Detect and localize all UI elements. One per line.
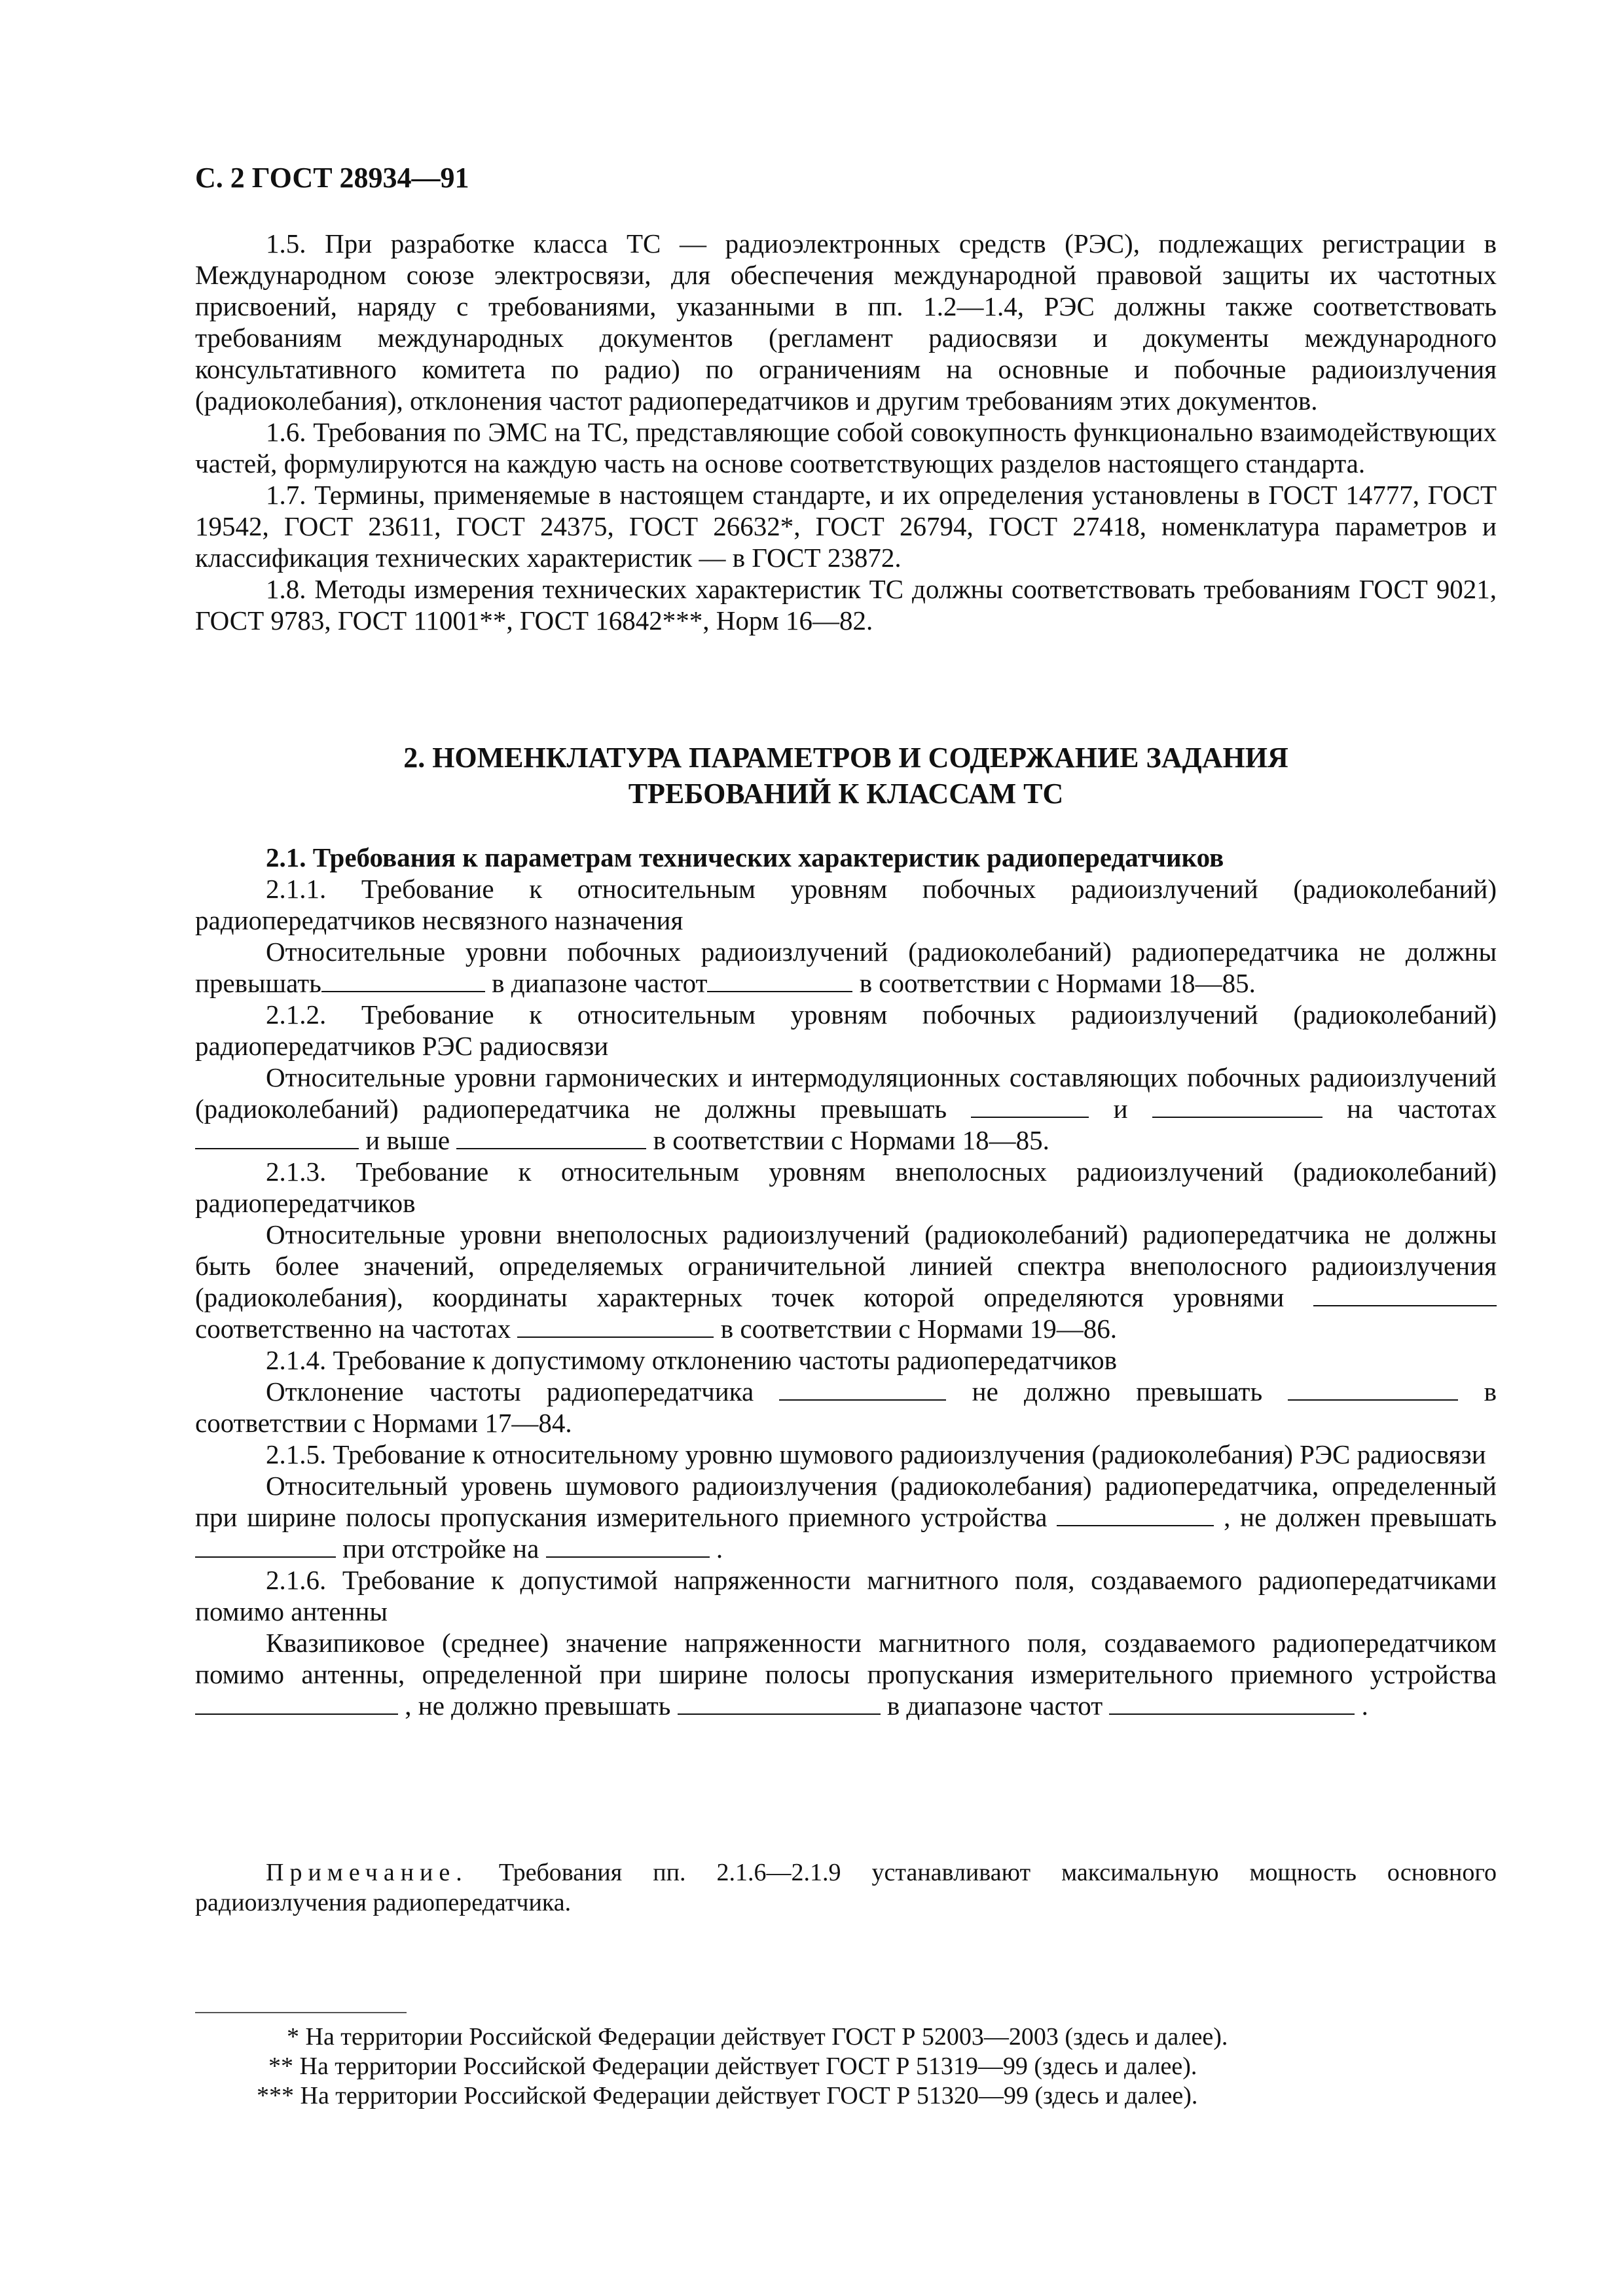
text-2-1-5-e: . xyxy=(716,1534,723,1564)
paragraph-1-7: 1.7. Термины, применяемые в настоящем стандарте, и их определения установлены в ГОСТ 14777, ГОСТ 19542, ГОСТ 23611, ГОСТ 24375, ГОСТ 26632*, ГОСТ 26794, ГОСТ 27418, номенклатура параметров и классификация технических характеристик — в ГОСТ 23872. xyxy=(195,480,1497,573)
text-2-1-5-b: , xyxy=(1224,1502,1231,1532)
fill-in-blank xyxy=(678,1691,881,1715)
paragraph-1-8: 1.8. Методы измерения технических характеристик ТС должны соответствовать требованиям ГОСТ 9021, ГОСТ 9783, ГОСТ 11001**, ГОСТ 16842***, Норм 16—82. xyxy=(195,574,1497,636)
heading-2-1-1: 2.1.1. Требование к относительным уровням побочных радиоизлучений (радиоколебаний) радиопередатчиков несвязного назначения xyxy=(195,874,1497,935)
paragraph-2-1-6 xyxy=(195,1627,1497,1721)
text-2-1-5-d: при отстройке на xyxy=(342,1534,539,1564)
heading-2-1-2: 2.1.2. Требование к относительным уровням побочных радиоизлучений (радиоколебаний) радиопередатчиков РЭС радиосвязи xyxy=(195,999,1497,1061)
text-2-1-2-c: на частотах xyxy=(1347,1094,1497,1124)
heading-2-1-3: 2.1.3. Требование к относительным уровням внеполосных радиоизлучений (радиоколебаний) радиопередатчиков xyxy=(195,1157,1497,1218)
paragraph-2-1-4 xyxy=(195,1376,1497,1439)
text-2-1-3-a: Относительные уровни внеполосных радиоизлучений (радиоколебаний) радиопередатчика не должны быть более значений, определяемых ограничительной линией спектра внеполосного радиоизлучения (радиоколебания), координаты характерных точек которой определяются уровнями xyxy=(195,1219,1497,1312)
fill-in-blank xyxy=(195,1691,398,1715)
text-2-1-2-b: и xyxy=(1113,1094,1128,1124)
fill-in-blank xyxy=(517,1314,714,1338)
fill-in-blank xyxy=(1152,1094,1322,1118)
fill-in-blank xyxy=(1057,1503,1214,1526)
footnote-1: * На территории Российской Федерации действует ГОСТ Р 52003—2003 (здесь и далее). xyxy=(287,2023,1228,2051)
section-1-paragraphs xyxy=(195,228,1497,636)
paragraph-2-1-5 xyxy=(195,1470,1497,1564)
fill-in-blank xyxy=(1288,1377,1458,1401)
section-2-title-line-1: 2. НОМЕНКЛАТУРА ПАРАМЕТРОВ И СОДЕРЖАНИЕ ЗАДАНИЯ xyxy=(403,742,1288,774)
text-2-1-6-a: Квазипиковое (среднее) значение напряженности магнитного поля, создаваемого радиопередатчиком помимо антенны, определенной при ширине полосы пропускания измерительного приемного устройства xyxy=(195,1628,1497,1689)
section-2-title xyxy=(195,740,1497,812)
text-2-1-2-e: в соответствии с Нормами 18—85. xyxy=(653,1125,1049,1155)
heading-2-1: 2.1. Требования к параметрам технических характеристик радиопередатчиков xyxy=(266,842,1224,872)
text-2-1-1-c: в соответствии с Нормами 18—85. xyxy=(859,968,1256,998)
text-2-1-1-b: в диапазоне частот xyxy=(492,968,708,998)
fill-in-blank xyxy=(456,1126,646,1149)
note-label: Примечание. xyxy=(266,1859,468,1886)
text-2-1-5-a: Относительный уровень шумового радиоизлучения (радиоколебания) радиопередатчика, определенный при ширине полосы пропускания измерительного приемного устройства xyxy=(195,1471,1497,1532)
footnote-3: *** На территории Российской Федерации действует ГОСТ Р 51320—99 (здесь и далее). xyxy=(257,2082,1198,2109)
fill-in-blank xyxy=(707,969,852,992)
text-2-1-3-b: соответственно на частотах xyxy=(195,1314,511,1344)
text-2-1-2-a: Относительные уровни гармонических и интермодуляционных составляющих побочных радиоизлучений (радиоколебаний) радиопередатчика не должны превышать xyxy=(195,1062,1497,1124)
heading-2-1-5: 2.1.5. Требование к относительному уровню шумового радиоизлучения (радиоколебания) РЭС радиосвязи xyxy=(266,1439,1486,1469)
section-2-body xyxy=(195,842,1497,1721)
paragraph-1-6: 1.6. Требования по ЭМС на ТС, представляющие собой совокупность функционально взаимодействующих частей, формулируются на каждую часть на основе соответствующих разделов настоящего стандарта. xyxy=(195,417,1497,478)
fill-in-blank xyxy=(195,1534,336,1558)
text-2-1-3-c: в соответствии с Нормами 19—86. xyxy=(720,1314,1117,1344)
text-2-1-1-a: Относительные уровни побочных радиоизлучений (радиоколебаний) радиопередатчика не должны превышать xyxy=(195,937,1497,998)
footnotes xyxy=(195,2022,1497,2111)
paragraph-2-1-2 xyxy=(195,1062,1497,1156)
text-2-1-6-c: в диапазоне частот xyxy=(886,1691,1103,1721)
fill-in-blank xyxy=(971,1094,1089,1118)
text-2-1-4-b: не должно превышать xyxy=(972,1376,1263,1407)
fill-in-blank xyxy=(779,1377,946,1401)
paragraph-2-1-1 xyxy=(195,936,1497,999)
note-text: Требования пп. 2.1.6—2.1.9 устанавливают максимальную мощность основного радиоизлучения радиопередатчика. xyxy=(195,1859,1497,1916)
section-2-title-line-2: ТРЕБОВАНИЙ К КЛАССАМ ТС xyxy=(628,778,1064,810)
paragraph-1-5: 1.5. При разработке класса ТС — радиоэлектронных средств (РЭС), подлежащих регистрации в Международном союзе электросвязи, для обеспечения международной правовой защиты их частотных присвоений, наряду с требованиями, указанными в пп. 1.2—1.4, РЭС должны также соответствовать требованиям международных документов (регламент радиосвязи и документы международного консультативного комитета по радио) по ограничениям на основные и побочные радиоизлучения (радиоколебания), отклонения частот радиопередатчиков и другим требованиям этих документов. xyxy=(195,228,1497,416)
text-2-1-2-d: и выше xyxy=(365,1125,450,1155)
page-header: С. 2 ГОСТ 28934—91 xyxy=(195,162,469,194)
fill-in-blank xyxy=(321,969,485,992)
footnote-2: ** На территории Российской Федерации действует ГОСТ Р 51319—99 (здесь и далее). xyxy=(268,2053,1197,2080)
text-2-1-4-c: в соответствии с Нормами 17—84. xyxy=(195,1376,1497,1438)
heading-2-1-4: 2.1.4. Требование к допустимому отклонению частоты радиопередатчиков xyxy=(266,1345,1117,1375)
heading-2-1-6: 2.1.6. Требование к допустимой напряженности магнитного поля, создаваемого радиопередатчиками помимо антенны xyxy=(195,1565,1497,1626)
fill-in-blank xyxy=(1313,1283,1497,1306)
text-2-1-6-d: . xyxy=(1361,1691,1368,1721)
paragraph-2-1-3 xyxy=(195,1219,1497,1344)
fill-in-blank xyxy=(195,1126,359,1149)
fill-in-blank xyxy=(546,1534,710,1558)
fill-in-blank xyxy=(1109,1691,1355,1715)
text-2-1-5-c: не должен превышать xyxy=(1240,1502,1497,1532)
text-2-1-6-b: , не должно превышать xyxy=(405,1691,671,1721)
text-2-1-4-a: Отклонение частоты радиопередатчика xyxy=(266,1376,754,1407)
note-block xyxy=(195,1857,1497,1918)
footnote-separator xyxy=(195,2012,407,2013)
note-paragraph xyxy=(195,1857,1497,1918)
